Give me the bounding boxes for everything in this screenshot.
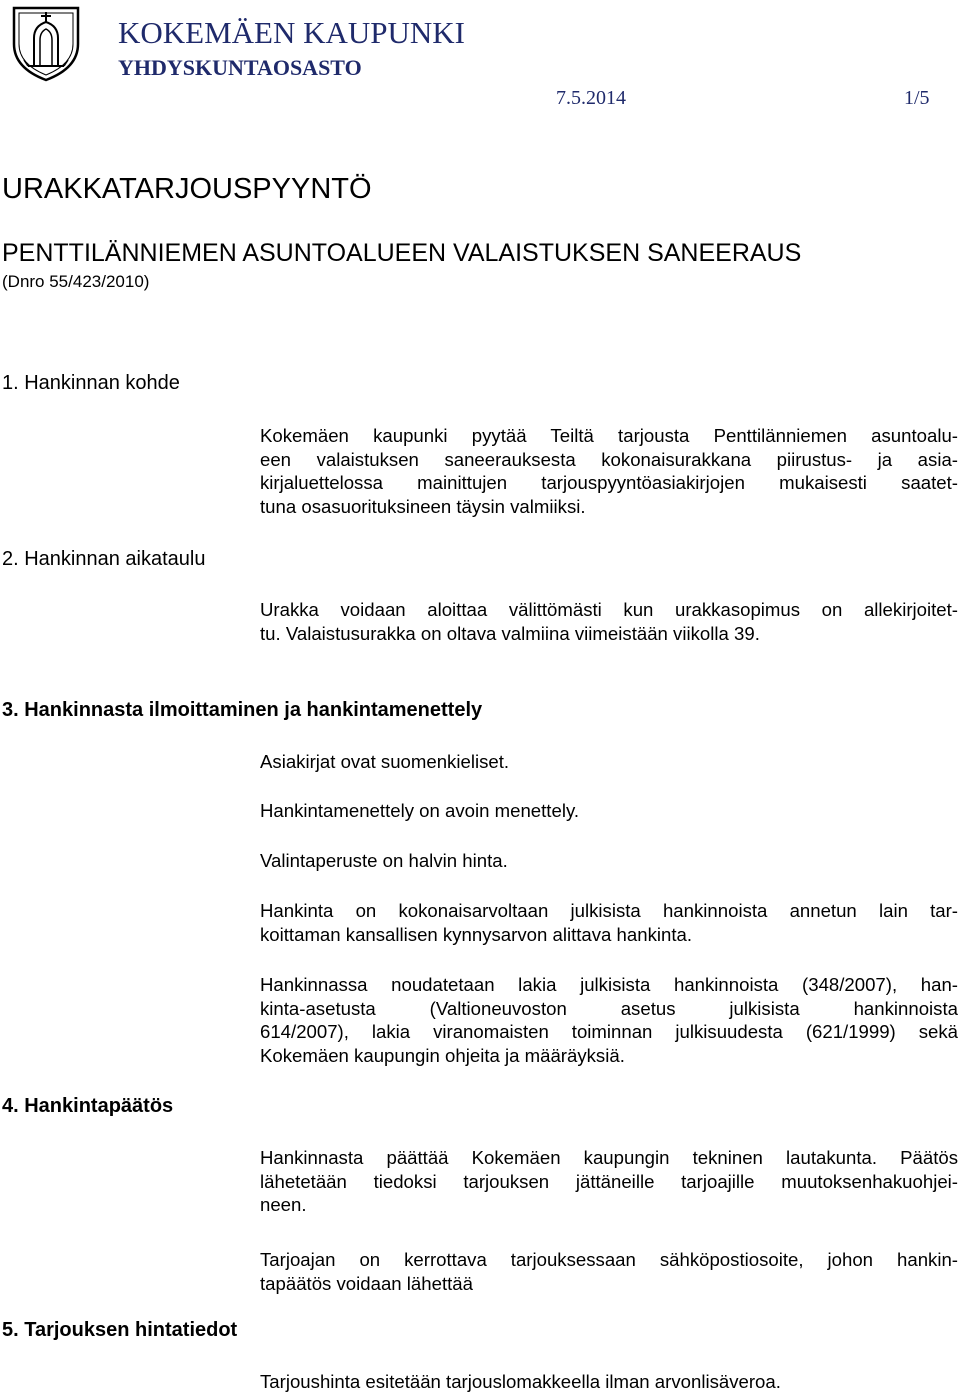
- section-heading-4: 4. Hankintapäätös: [2, 1095, 174, 1117]
- paragraph-line: 614/2007), lakia viranomaisten toiminnan julkisuudesta (621/1999) sekä: [260, 1021, 958, 1042]
- paragraph-line: kirjaluettelossa mainittujen tarjouspyyntöasiakirjojen mukaisesti saatet-: [260, 472, 958, 493]
- paragraph-line: Hankinnassa noudatetaan lakia julkisista hankinnoista (348/2007), han-: [260, 974, 958, 995]
- page-number: 1/5: [904, 87, 930, 109]
- paragraph-line: Kokemäen kaupungin ohjeita ja määräyksiä.: [260, 1044, 625, 1066]
- paragraph-line: tuna osasuorituksineen täysin valmiiksi.: [260, 495, 586, 517]
- paragraph-line: tu. Valaistusurakka on oltava valmiina viimeistään viikolla 39.: [260, 622, 760, 644]
- paragraph-line: Hankinnasta päättää Kokemäen kaupungin tekninen lautakunta. Päätös: [260, 1147, 958, 1168]
- section-3-paragraph-criteria: [260, 849, 958, 873]
- project-title: PENTTILÄNNIEMEN ASUNTOALUEEN VALAISTUKSEN SANEERAUS: [2, 239, 802, 267]
- paragraph-line: een valaistuksen saneerauksesta kokonaisurakkana piirustus- ja asia-: [260, 448, 958, 470]
- paragraph-line: Tarjoushinta esitetään tarjouslomakkeella ilman arvonlisäveroa.: [260, 1371, 781, 1392]
- document-date: 7.5.2014: [556, 87, 626, 109]
- organization-name: KOKEMÄEN KAUPUNKI: [118, 15, 466, 50]
- section-2-paragraph: [260, 598, 958, 645]
- section-5-paragraph: [260, 1370, 958, 1394]
- section-heading-3: 3. Hankinnasta ilmoittaminen ja hankintamenettely: [2, 699, 483, 721]
- section-3-paragraph-threshold: [260, 899, 958, 946]
- section-4-paragraph-decision: [260, 1146, 958, 1217]
- paragraph-line: Hankinta on kokonaisarvoltaan julkisista hankinnoista annetun lain tar-: [260, 900, 958, 921]
- paragraph-line: Kokemäen kaupunki pyytää Teiltä tarjousta Penttilänniemen asuntoalu-: [260, 425, 958, 446]
- coat-of-arms-icon: [6, 4, 86, 84]
- section-3-paragraph-laws: [260, 973, 958, 1067]
- organization-unit: YHDYSKUNTAOSASTO: [118, 55, 362, 80]
- section-1-paragraph: [260, 424, 958, 518]
- paragraph-line: tapäätös voidaan lähettää: [260, 1272, 473, 1294]
- paragraph-line: Asiakirjat ovat suomenkieliset.: [260, 751, 510, 772]
- paragraph-line: Urakka voidaan aloittaa välittömästi kun urakkasopimus on allekirjoitet-: [260, 599, 958, 620]
- section-3-paragraph-procedure: [260, 799, 958, 823]
- paragraph-line: neen.: [260, 1194, 307, 1215]
- section-heading-2: 2. Hankinnan aikataulu: [2, 548, 206, 570]
- paragraph-line: kinta-asetusta (Valtioneuvoston asetus julkisista hankinnoista: [260, 997, 958, 1019]
- paragraph-line: lähetetään tiedoksi tarjouksen jättäneille tarjoajille muutoksenhakuohjei-: [260, 1170, 958, 1192]
- paragraph-line: koittaman kansallisen kynnysarvon alittava hankinta.: [260, 923, 693, 945]
- section-3-paragraph-language: [260, 750, 958, 774]
- section-heading-1: 1. Hankinnan kohde: [2, 372, 180, 394]
- record-number: (Dnro 55/423/2010): [2, 272, 150, 291]
- section-heading-5: 5. Tarjouksen hintatiedot: [2, 1319, 238, 1341]
- paragraph-line: Hankintamenettely on avoin menettely.: [260, 800, 580, 821]
- document-title: URAKKATARJOUSPYYNTÖ: [2, 173, 372, 205]
- paragraph-line: Valintaperuste on halvin hinta.: [260, 850, 508, 871]
- section-4-paragraph-email: [260, 1248, 958, 1295]
- paragraph-line: Tarjoajan on kerrottava tarjouksessaan sähköpostiosoite, johon hankin-: [260, 1249, 958, 1270]
